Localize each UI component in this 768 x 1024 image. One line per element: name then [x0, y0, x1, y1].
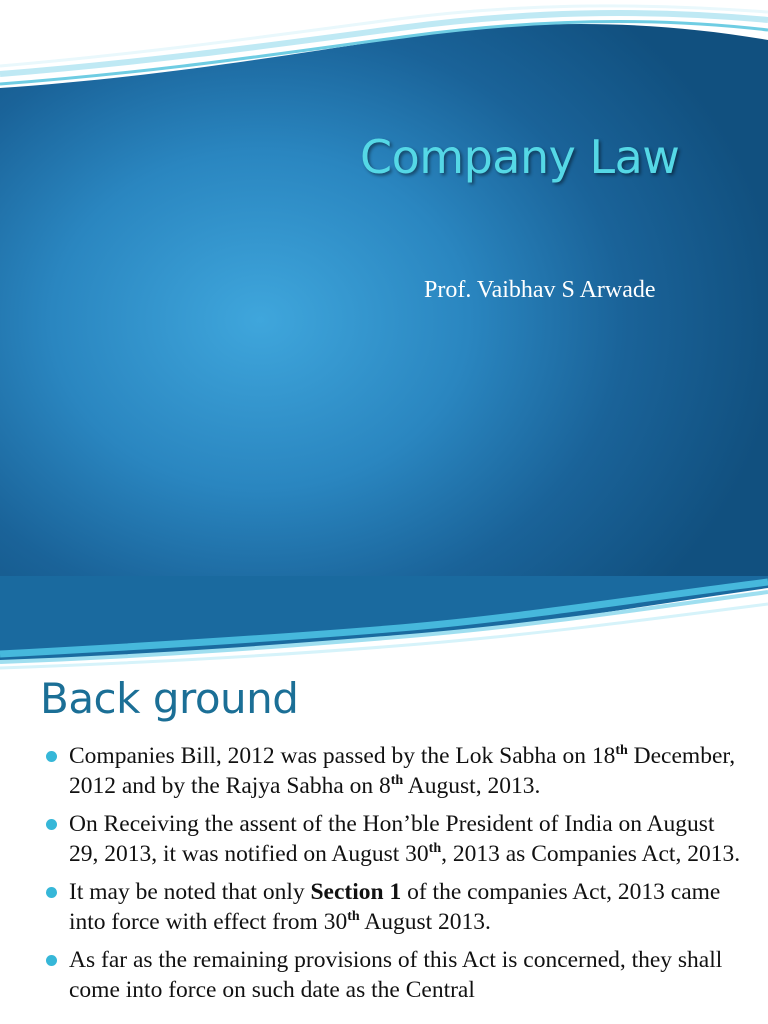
list-item: On Receiving the assent of the Hon’ble President of India on August 29, 2013, it was notified on August 30th, 2013 as Companies Act, 2013. [0, 809, 768, 869]
bullet-icon [46, 887, 57, 898]
bullet-icon [46, 751, 57, 762]
list-item: It may be noted that only Section 1 of the companies Act, 2013 came into force with effect from 30th August 2013. [0, 877, 768, 937]
bullet-icon [46, 819, 57, 830]
wave-decoration [0, 0, 768, 100]
bullet-list [0, 741, 768, 1013]
bullet-icon [46, 955, 57, 966]
slide-subtitle: Prof. Vaibhav S Arwade [424, 277, 656, 303]
slide-heading: Back ground [40, 674, 299, 723]
list-item: Companies Bill, 2012 was passed by the Lok Sabha on 18th December, 2012 and by the Rajya Sabha on 8th August, 2013. [0, 741, 768, 801]
slide-title: Company Law [360, 130, 680, 184]
wave-decoration [0, 576, 768, 671]
content-slide [0, 576, 768, 1024]
list-item: As far as the remaining provisions of this Act is concerned, they shall come into force on such date as the Central [0, 945, 768, 1005]
